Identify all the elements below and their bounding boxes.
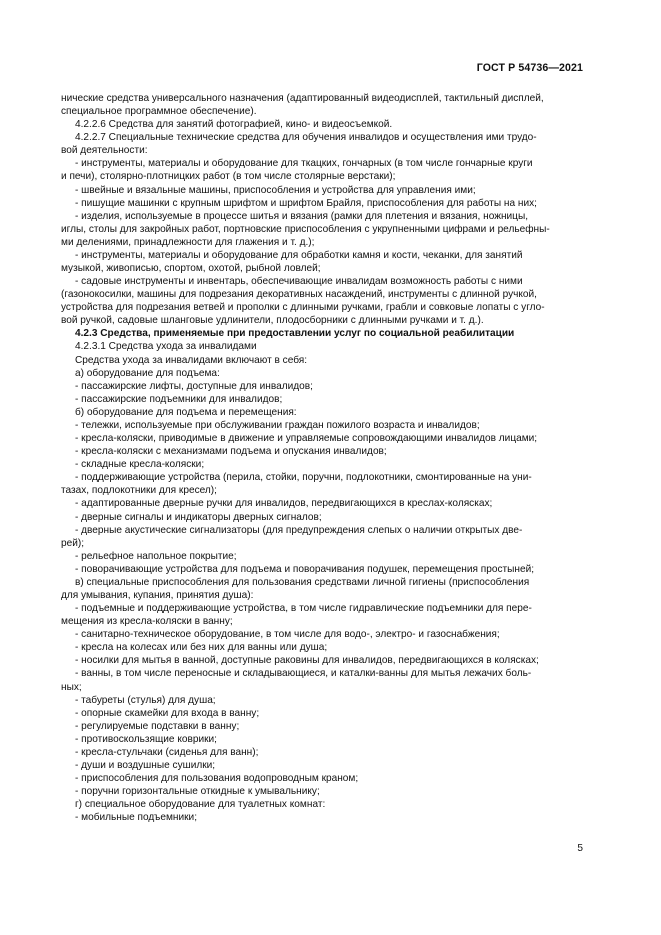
text-line: ми делениями, принадлежности для глажения и т. д.); — [61, 236, 315, 248]
text-line: - подъемные и поддерживающие устройства, в том числе гидравлические подъемники для пере- — [75, 603, 532, 615]
text-line: - дверные сигналы и индикаторы дверных сигналов; — [75, 511, 322, 523]
text-line: г) специальное оборудование для туалетных комнат: — [75, 799, 326, 811]
section-heading-line: 4.2.3 Средства, применяемые при предоставлении услуг по социальной реабилитации — [75, 328, 515, 340]
text-line: ных; — [61, 681, 82, 693]
text-line: 4.2.3.1 Средства ухода за инвалидами — [75, 341, 257, 353]
text-line: иглы, столы для закройных работ, портновские приспособления с укрупненными цифрами и рельефны- — [61, 223, 550, 235]
text-line: вой деятельности: — [61, 145, 148, 157]
text-line: б) оборудование для подъема и перемещения: — [75, 406, 297, 418]
text-line: Средства ухода за инвалидами включают в себя: — [75, 354, 308, 366]
text-line: - приспособления для пользования водопроводным краном; — [75, 773, 359, 785]
text-line: - пассажирские лифты, доступные для инвалидов; — [75, 380, 313, 392]
text-line: - швейные и вязальные машины, приспособления и устройства для управления ими; — [75, 184, 476, 196]
text-line: - кресла-коляски, приводимые в движение и управляемые сопровождающими инвалидов лицами; — [75, 433, 538, 445]
text-line: - санитарно-техническое оборудование, в том числе для водо-, электро- и газоснабжения; — [75, 629, 500, 641]
text-line: - адаптированные дверные ручки для инвалидов, передвигающихся в креслах-колясках; — [75, 498, 493, 510]
text-line: устройства для подрезания ветвей и прополки с длинными ручками, грабли и совковые лопаты с угло- — [61, 302, 545, 314]
text-line: - ванны, в том числе переносные и складывающиеся, и каталки-ванны для мытья лежачих боль- — [75, 668, 532, 680]
text-line: - табуреты (стулья) для душа; — [75, 694, 216, 706]
text-line: нические средства универсального назначения (адаптированный видеодисплей, тактильный дисплей, — [61, 93, 544, 104]
text-line: тазах, подлокотники для кресел); — [61, 485, 217, 497]
text-line: - инструменты, материалы и оборудование для ткацких, гончарных (в том числе гончарные круги — [75, 158, 533, 170]
text-line: мещения из кресла-коляски в ванну; — [61, 616, 233, 628]
text-line: - души и воздушные сушилки; — [75, 759, 216, 771]
text-line: специальное программное обеспечение). — [61, 106, 257, 118]
page-number: 5 — [577, 843, 583, 854]
text-line: - инструменты, материалы и оборудование для обработки камня и кости, чеканки, для занятий — [75, 249, 523, 261]
text-line: вой ручкой, садовые шланговые удлинители, плодосборники с длинными ручками и т. д.). — [61, 315, 484, 327]
text-line: - поддерживающие устройства (перила, стойки, поручни, подлокотники, смонтированные на уни- — [75, 472, 532, 484]
text-line: - регулируемые подставки в ванну; — [75, 720, 240, 732]
document-body — [61, 92, 581, 824]
text-line: - опорные скамейки для входа в ванну; — [75, 707, 260, 719]
text-line: - тележки, используемые при обслуживании граждан пожилого возраста и инвалидов; — [75, 419, 480, 431]
text-line: - пишущие машинки с крупным шрифтом и шрифтом Брайля, приспособления для работы на них; — [75, 197, 537, 209]
text-line: - рельефное напольное покрытие; — [75, 550, 237, 562]
text-line: - поручни горизонтальные откидные к умывальнику; — [75, 786, 320, 798]
text-line: в) специальные приспособления для пользования средствами личной гигиены (приспособления — [75, 576, 530, 588]
text-line: рей); — [61, 537, 85, 549]
text-line: для умывания, купания, принятия душа): — [61, 589, 254, 601]
text-line: (газонокосилки, машины для подрезания декоративных насаждений, инструменты с длинной ручкой, — [61, 289, 537, 301]
text-line: - кресла-стульчаки (сиденья для ванн); — [75, 746, 259, 758]
text-line: - кресла на колесах или без них для ванны или душа; — [75, 642, 328, 654]
text-line: 4.2.2.7 Специальные технические средства для обучения инвалидов и осуществления ими трудо- — [75, 132, 537, 144]
text-line: - садовые инструменты и инвентарь, обеспечивающие инвалидам возможность работы с ними — [75, 276, 523, 288]
text-line: - носилки для мытья в ванной, доступные раковины для инвалидов, передвигающихся в колясках; — [75, 655, 539, 667]
text-line: - противоскользящие коврики; — [75, 733, 217, 745]
text-line: а) оборудование для подъема: — [75, 367, 220, 379]
text-line: - изделия, используемые в процессе шитья и вязания (рамки для плетения и вязания, ножницы, — [75, 210, 529, 222]
text-line: музыкой, живописью, спортом, охотой, рыбной ловлей; — [61, 263, 321, 275]
text-line: - дверные акустические сигнализаторы (для предупреждения слепых о наличии открытых две- — [75, 524, 523, 536]
text-line: - кресла-коляски с механизмами подъема и опускания инвалидов; — [75, 446, 387, 458]
text-line: - пассажирские подъемники для инвалидов; — [75, 393, 283, 405]
text-line: - складные кресла-коляски; — [75, 459, 205, 471]
text-line: и печи), столярно-плотницких работ (в том числе столярные верстаки); — [61, 171, 396, 183]
document-standard-code: ГОСТ Р 54736—2021 — [476, 62, 583, 74]
text-line: - мобильные подъемники; — [75, 812, 197, 824]
text-line: - поворачивающие устройства для подъема и поворачивания подушек, перемещения простыней; — [75, 563, 535, 575]
text-line: 4.2.2.6 Средства для занятий фотографией, кино- и видеосъемкой. — [75, 119, 393, 131]
